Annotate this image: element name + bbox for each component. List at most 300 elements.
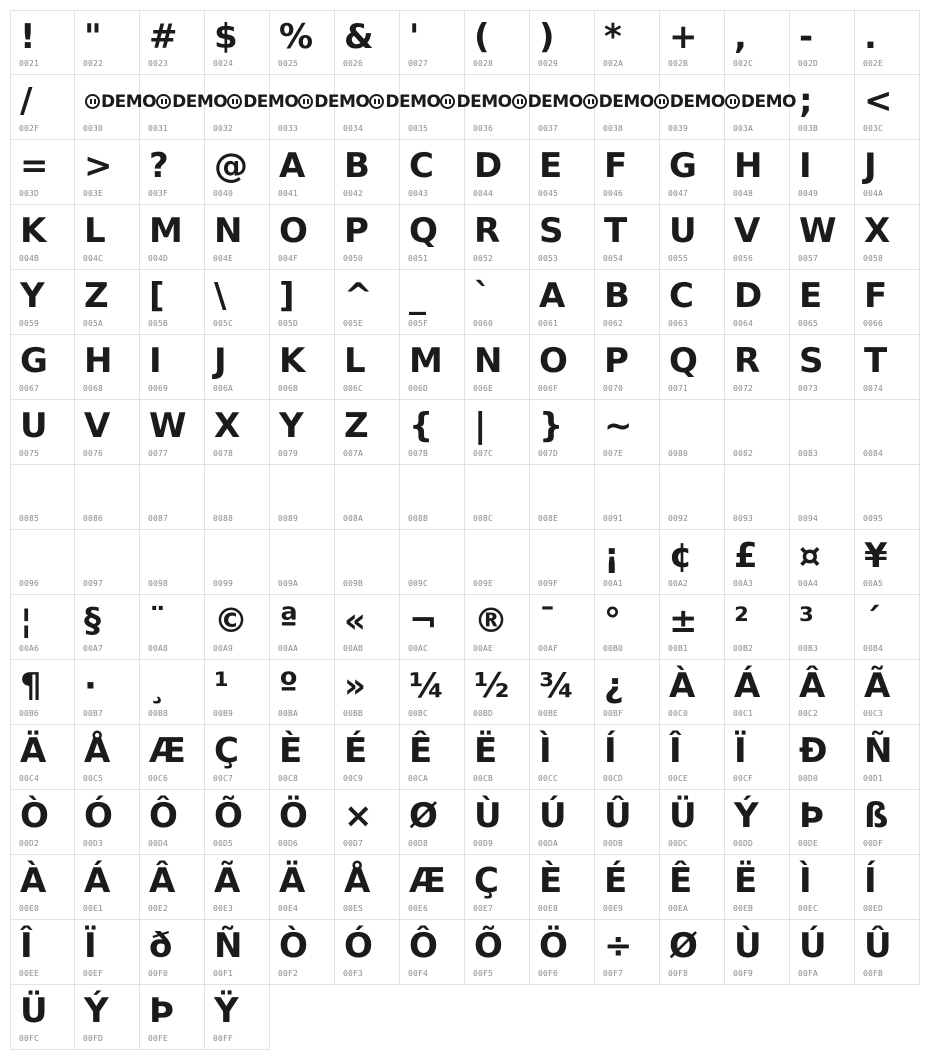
codepoint-label: 00B9 [213, 709, 234, 718]
codepoint-label: 0055 [668, 254, 689, 263]
glyph-sample: Þ [799, 796, 825, 836]
codepoint-label: 00C8 [278, 774, 299, 783]
glyph-cell [335, 790, 400, 855]
glyph-cell [530, 790, 595, 855]
glyph-sample: $ [214, 17, 238, 57]
glyph-sample: Ü [669, 796, 697, 836]
codepoint-label: 0093 [733, 514, 754, 523]
glyph-cell [400, 855, 465, 920]
codepoint-label: 00F3 [343, 969, 364, 978]
codepoint-label: 0094 [798, 514, 819, 523]
glyph-cell [465, 920, 530, 985]
glyph-sample: ² [734, 601, 749, 641]
glyph-sample: Û [604, 796, 632, 836]
glyph-sample: * [604, 17, 622, 57]
demo-watermark-text: DEMO [101, 92, 157, 112]
codepoint-label: 0030 [83, 124, 104, 133]
codepoint-label: 00F0 [148, 969, 169, 978]
glyph-sample: Í [864, 861, 877, 901]
glyph-cell [660, 140, 725, 205]
codepoint-label: 00A9 [213, 644, 234, 653]
codepoint-label: 008C [473, 514, 494, 523]
codepoint-label: 00A7 [83, 644, 104, 653]
codepoint-label: 00DE [798, 839, 819, 848]
codepoint-label: 007A [343, 449, 364, 458]
codepoint-label: 00C2 [798, 709, 819, 718]
glyph-cell [465, 855, 530, 920]
codepoint-label: 006C [343, 384, 364, 393]
glyph-sample: £ [734, 536, 758, 576]
codepoint-label: 0032 [213, 124, 234, 133]
codepoint-label: 006B [278, 384, 299, 393]
codepoint-label: 00E1 [83, 904, 104, 913]
codepoint-label: 00BF [603, 709, 624, 718]
codepoint-label: 0035 [408, 124, 429, 133]
glyph-sample: Ö [279, 796, 308, 836]
glyph-cell [595, 530, 660, 595]
glyph-cell [400, 530, 465, 595]
glyph-cell [10, 855, 75, 920]
codepoint-label: 0046 [603, 189, 624, 198]
codepoint-label: 002F [19, 124, 40, 133]
demo-watermark-text: DEMO [456, 92, 512, 112]
glyph-cell [790, 140, 855, 205]
glyph-sample: ª [279, 601, 299, 641]
glyph-cell [75, 985, 140, 1050]
glyph-sample: ¬ [409, 601, 438, 641]
glyph-cell [335, 920, 400, 985]
demo-watermark-band [85, 90, 796, 114]
glyph-cell [75, 920, 140, 985]
glyph-cell [10, 465, 75, 530]
glyph-cell [205, 465, 270, 530]
demo-seal-icon [725, 94, 740, 109]
glyph-sample: U [20, 406, 48, 446]
glyph-sample: Ð [799, 731, 828, 771]
glyph-cell [790, 595, 855, 660]
glyph-cell [855, 75, 920, 140]
codepoint-label: 00A4 [798, 579, 819, 588]
glyph-sample: P [604, 341, 629, 381]
codepoint-label: 003D [19, 189, 40, 198]
demo-watermark-text: DEMO [527, 92, 583, 112]
glyph-sample: H [84, 341, 113, 381]
glyph-sample: Ÿ [214, 991, 239, 1031]
codepoint-label: 0021 [19, 59, 40, 68]
glyph-cell [465, 530, 530, 595]
glyph-sample: J [864, 146, 877, 186]
glyph-sample: ´ [864, 601, 881, 641]
codepoint-label: 00C4 [19, 774, 40, 783]
codepoint-label: 00BC [408, 709, 429, 718]
glyph-cell [530, 10, 595, 75]
codepoint-label: 009C [408, 579, 429, 588]
codepoint-label: 0053 [538, 254, 559, 263]
glyph-cell [530, 335, 595, 400]
glyph-sample: É [344, 731, 368, 771]
codepoint-label: 00D8 [408, 839, 429, 848]
codepoint-label: 00B0 [603, 644, 624, 653]
glyph-sample: " [84, 17, 102, 57]
glyph-cell [270, 335, 335, 400]
glyph-sample: ± [669, 601, 698, 641]
glyph-cell [335, 140, 400, 205]
glyph-cell [465, 205, 530, 270]
glyph-cell [465, 790, 530, 855]
glyph-sample: Ý [734, 796, 759, 836]
glyph-cell [335, 335, 400, 400]
codepoint-label: 00E3 [213, 904, 234, 913]
glyph-sample: Ã [864, 666, 891, 706]
glyph-sample: § [84, 601, 101, 641]
glyph-cell [855, 595, 920, 660]
codepoint-label: 00E9 [603, 904, 624, 913]
codepoint-label: 00A6 [19, 644, 40, 653]
glyph-cell [205, 790, 270, 855]
glyph-sample: ð [149, 926, 173, 966]
codepoint-label: 0088 [213, 514, 234, 523]
glyph-cell [140, 400, 205, 465]
glyph-sample: E [799, 276, 823, 316]
codepoint-label: 0047 [668, 189, 689, 198]
glyph-sample: % [279, 17, 314, 57]
codepoint-label: 0082 [733, 449, 754, 458]
glyph-cell [595, 855, 660, 920]
codepoint-label: 009A [278, 579, 299, 588]
codepoint-label: 0064 [733, 319, 754, 328]
codepoint-label: 0086 [83, 514, 104, 523]
glyph-cell [205, 660, 270, 725]
glyph-sample: Ó [344, 926, 373, 966]
codepoint-label: 0078 [213, 449, 234, 458]
codepoint-label: 0070 [603, 384, 624, 393]
glyph-sample: > [84, 146, 113, 186]
glyph-sample: Õ [474, 926, 503, 966]
glyph-cell [335, 660, 400, 725]
codepoint-label: 0052 [473, 254, 494, 263]
codepoint-label: 005E [343, 319, 364, 328]
codepoint-label: 0036 [473, 124, 494, 133]
codepoint-label: 0083 [798, 449, 819, 458]
glyph-sample: { [409, 406, 434, 446]
codepoint-label: 0066 [863, 319, 884, 328]
glyph-cell [400, 725, 465, 790]
glyph-cell [725, 855, 790, 920]
glyph-cell [75, 335, 140, 400]
glyph-cell [660, 270, 725, 335]
codepoint-label: 00D7 [343, 839, 364, 848]
glyph-sample: X [214, 406, 241, 446]
glyph-sample: Ñ [214, 926, 243, 966]
codepoint-label: 007C [473, 449, 494, 458]
codepoint-label: 00F8 [668, 969, 689, 978]
glyph-cell [855, 400, 920, 465]
glyph-cell [855, 725, 920, 790]
glyph-grid [10, 10, 920, 1050]
codepoint-label: 0065 [798, 319, 819, 328]
glyph-cell [465, 595, 530, 660]
glyph-sample: D [734, 276, 763, 316]
glyph-cell [660, 855, 725, 920]
codepoint-label: 0059 [19, 319, 40, 328]
glyph-sample: W [799, 211, 837, 251]
glyph-cell [465, 335, 530, 400]
glyph-cell [465, 660, 530, 725]
codepoint-label: 0067 [19, 384, 40, 393]
codepoint-label: 00D5 [213, 839, 234, 848]
codepoint-label: 004C [83, 254, 104, 263]
codepoint-label: 0031 [148, 124, 169, 133]
codepoint-label: 00F2 [278, 969, 299, 978]
glyph-cell [10, 595, 75, 660]
glyph-sample: / [20, 81, 33, 121]
codepoint-label: 0041 [278, 189, 299, 198]
codepoint-label: 003E [83, 189, 104, 198]
glyph-sample: Ò [279, 926, 308, 966]
glyph-sample: ] [279, 276, 295, 316]
glyph-sample: S [539, 211, 564, 251]
codepoint-label: 00E4 [278, 904, 299, 913]
glyph-cell [10, 270, 75, 335]
codepoint-label: 00F9 [733, 969, 754, 978]
glyph-sample: Õ [214, 796, 243, 836]
codepoint-label: 00AF [538, 644, 559, 653]
glyph-cell [790, 725, 855, 790]
glyph-sample: Â [799, 666, 826, 706]
glyph-sample: Ä [20, 731, 47, 771]
demo-seal-icon [369, 94, 384, 109]
glyph-sample: , [734, 17, 747, 57]
glyph-cell [530, 660, 595, 725]
codepoint-label: 0061 [538, 319, 559, 328]
glyph-sample: Z [344, 406, 369, 446]
glyph-cell [465, 270, 530, 335]
glyph-sample: ¨ [149, 601, 166, 641]
codepoint-label: 009B [343, 579, 364, 588]
glyph-cell [270, 10, 335, 75]
codepoint-label: 006F [538, 384, 559, 393]
glyph-cell [530, 530, 595, 595]
glyph-sample: Î [669, 731, 682, 771]
glyph-cell [270, 920, 335, 985]
demo-watermark [583, 90, 654, 114]
glyph-sample: Ç [214, 731, 239, 771]
glyph-cell [75, 140, 140, 205]
codepoint-label: 00D1 [863, 774, 884, 783]
glyph-sample: V [734, 211, 761, 251]
codepoint-label: 0042 [343, 189, 364, 198]
glyph-cell [270, 465, 335, 530]
glyph-sample: K [279, 341, 306, 381]
glyph-sample: ¿ [604, 666, 624, 706]
codepoint-label: 0097 [83, 579, 104, 588]
demo-watermark-text: DEMO [385, 92, 441, 112]
glyph-cell [140, 660, 205, 725]
codepoint-label: 00B2 [733, 644, 754, 653]
demo-seal-icon [85, 94, 100, 109]
codepoint-label: 0076 [83, 449, 104, 458]
glyph-cell [205, 725, 270, 790]
codepoint-label: 00B4 [863, 644, 884, 653]
glyph-sample: O [539, 341, 568, 381]
demo-seal-icon [583, 94, 598, 109]
glyph-cell [75, 270, 140, 335]
codepoint-label: 0025 [278, 59, 299, 68]
glyph-sample: N [214, 211, 243, 251]
codepoint-label: 00FE [148, 1034, 169, 1043]
glyph-sample: Í [604, 731, 617, 771]
glyph-cell [790, 400, 855, 465]
glyph-cell [10, 920, 75, 985]
glyph-sample: Ú [799, 926, 827, 966]
codepoint-label: 00E6 [408, 904, 429, 913]
glyph-cell [335, 270, 400, 335]
codepoint-label: 0095 [863, 514, 884, 523]
codepoint-label: 00B6 [19, 709, 40, 718]
glyph-cell [10, 75, 75, 140]
glyph-cell [725, 335, 790, 400]
glyph-cell [530, 855, 595, 920]
glyph-sample: ) [539, 17, 555, 57]
demo-watermark-text: DEMO [740, 92, 796, 112]
glyph-sample: Q [409, 211, 438, 251]
codepoint-label: 0026 [343, 59, 364, 68]
glyph-cell [400, 140, 465, 205]
glyph-cell [725, 595, 790, 660]
codepoint-label: 00EB [733, 904, 754, 913]
glyph-cell [10, 335, 75, 400]
glyph-cell [660, 920, 725, 985]
glyph-sample: ß [864, 796, 889, 836]
glyph-sample: L [84, 211, 106, 251]
glyph-sample: ¶ [20, 666, 42, 706]
glyph-cell [465, 725, 530, 790]
codepoint-label: 00FB [863, 969, 884, 978]
codepoint-label: 002A [603, 59, 624, 68]
glyph-sample: ° [604, 601, 621, 641]
codepoint-label: 0062 [603, 319, 624, 328]
glyph-sample: I [149, 341, 162, 381]
codepoint-label: 00F4 [408, 969, 429, 978]
glyph-cell [530, 595, 595, 660]
demo-watermark [512, 90, 583, 114]
codepoint-label: 0092 [668, 514, 689, 523]
glyph-cell [10, 985, 75, 1050]
glyph-sample: Ö [539, 926, 568, 966]
glyph-cell [270, 790, 335, 855]
glyph-cell [790, 660, 855, 725]
codepoint-label: 00E7 [473, 904, 494, 913]
demo-seal-icon [512, 94, 527, 109]
codepoint-label: 00EE [19, 969, 40, 978]
glyph-sample: × [344, 796, 373, 836]
codepoint-label: 00D3 [83, 839, 104, 848]
glyph-cell [75, 465, 140, 530]
glyph-sample: ^ [344, 276, 373, 316]
glyph-sample: ¢ [669, 536, 693, 576]
glyph-sample: Þ [149, 991, 175, 1031]
glyph-cell [595, 920, 660, 985]
codepoint-label: 0038 [603, 124, 624, 133]
codepoint-label: 0027 [408, 59, 429, 68]
glyph-cell [140, 725, 205, 790]
glyph-sample: D [474, 146, 503, 186]
glyph-sample: ~ [604, 406, 633, 446]
glyph-cell [660, 465, 725, 530]
glyph-cell [790, 920, 855, 985]
glyph-sample: P [344, 211, 369, 251]
glyph-cell [725, 270, 790, 335]
glyph-sample: L [344, 341, 366, 381]
glyph-sample: ¥ [864, 536, 888, 576]
glyph-cell [400, 790, 465, 855]
codepoint-label: 00C1 [733, 709, 754, 718]
glyph-sample: ! [20, 17, 36, 57]
codepoint-label: 0063 [668, 319, 689, 328]
glyph-cell [75, 855, 140, 920]
codepoint-label: 0049 [798, 189, 819, 198]
codepoint-label: 00C6 [148, 774, 169, 783]
codepoint-label: 0084 [863, 449, 884, 458]
codepoint-label: 00EC [798, 904, 819, 913]
codepoint-label: 0045 [538, 189, 559, 198]
codepoint-label: 006D [408, 384, 429, 393]
glyph-sample: - [799, 17, 814, 57]
glyph-cell [855, 660, 920, 725]
codepoint-label: 00CB [473, 774, 494, 783]
glyph-sample: + [669, 17, 698, 57]
glyph-sample: » [344, 666, 366, 706]
glyph-cell [595, 660, 660, 725]
glyph-sample: Y [279, 406, 304, 446]
glyph-cell [140, 920, 205, 985]
glyph-cell [595, 270, 660, 335]
glyph-cell [205, 205, 270, 270]
glyph-sample: B [344, 146, 370, 186]
glyph-sample: # [149, 17, 178, 57]
glyph-sample: Ù [734, 926, 762, 966]
glyph-sample: Ä [279, 861, 306, 901]
glyph-sample: Z [84, 276, 109, 316]
glyph-sample: ¤ [799, 536, 821, 576]
codepoint-label: 00B7 [83, 709, 104, 718]
codepoint-label: 008A [343, 514, 364, 523]
codepoint-label: 00DD [733, 839, 754, 848]
glyph-cell [790, 335, 855, 400]
codepoint-label: 00C7 [213, 774, 234, 783]
glyph-cell [335, 725, 400, 790]
glyph-cell [855, 790, 920, 855]
glyph-sample: \ [214, 276, 227, 316]
glyph-sample: R [734, 341, 761, 381]
codepoint-label: 00E5 [343, 904, 364, 913]
glyph-sample: C [669, 276, 694, 316]
glyph-cell [140, 530, 205, 595]
glyph-sample: ® [474, 601, 508, 641]
glyph-sample: ; [799, 81, 813, 121]
demo-seal-icon [227, 94, 242, 109]
glyph-cell [725, 400, 790, 465]
codepoint-label: 00EA [668, 904, 689, 913]
codepoint-label: 00FD [83, 1034, 104, 1043]
glyph-sample: = [20, 146, 49, 186]
codepoint-label: 0071 [668, 384, 689, 393]
glyph-sample: < [864, 81, 893, 121]
glyph-cell [855, 270, 920, 335]
glyph-cell [75, 530, 140, 595]
glyph-cell [855, 530, 920, 595]
glyph-sample: ¸ [149, 666, 166, 706]
